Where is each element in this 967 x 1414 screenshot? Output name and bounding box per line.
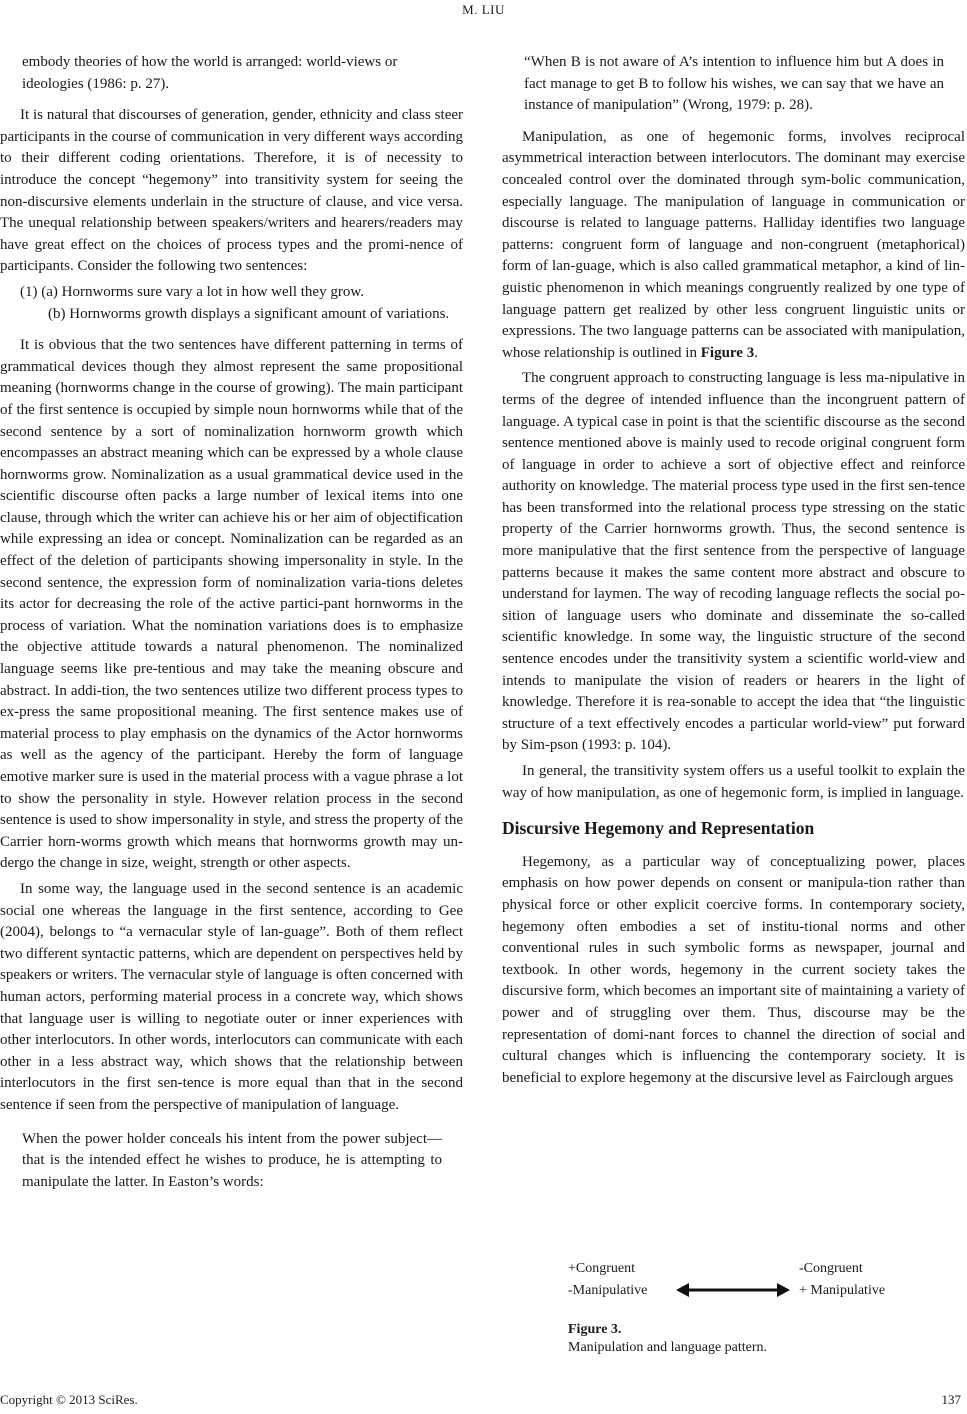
running-header: M. LIU xyxy=(462,2,505,17)
paragraph: It is obvious that the two sentences have different patterning in terms of grammatical devices though they almost represent the same propositional meaning (hornworms change in the course of growing). The main participant of the first sentence is occupied by simple noun hornworms while that of the second sentence by a sort of nominalization hornworm growth which encompasses an abstract meaning which can be expressed by a whole clause hornworms grow. Nominalization as a usual grammatical device used in the scientific discourse often packs a large number of lexical items into one clause, through which the writer can achieve his or her aim of objectification while expressing an idea or concept. Nominalization can be regarded as an effect of the deletion of participants showing impersonality in style. In the second sentence, the expression form of nominalization varia-tions deletes its actor for decreasing the role of the active partici-pant hornworms in the process of variation. What the nomination variations does is to emphasize the objective attitude towards a natural phenomenon. The nominalized language seems like pre-tentious and may take the meaning obscure and abstract. In addi-tion, the two sentences utilize two different process types to ex-press the same propositional meaning. The first sentence makes use of material process to play emphasis on the dynamics of the Actor hornworms as well as the agency of the participant. Hereby the form of language emotive marker sure is used in the material process with a vague phrase a lot to show the personality in style. However relation process in the second sentence is used to show impersonality in style, and stress the property of the Carrier horn-worms growth which means that hornworms growth may un-dergo the change in size, weight, strength or other aspects. xyxy=(0,337,463,872)
label-plus-congruent: +Congruent xyxy=(568,1261,635,1276)
example-sentences xyxy=(20,282,463,325)
figure-3 xyxy=(568,1258,948,1358)
footer-copyright: Copyright © 2013 SciRes. xyxy=(0,1392,138,1407)
paragraph: In general, the transitivity system offers us a useful toolkit to explain the way of how manipulation, as one of hegemonic form, is implied in language. xyxy=(502,763,965,801)
paragraph-end: . xyxy=(754,344,758,361)
label-minus-congruent: -Congruent xyxy=(799,1261,863,1276)
figure-caption-text: Manipulation and language pattern. xyxy=(568,1340,768,1355)
paragraph: It is natural that discourses of generation, gender, ethnicity and class steer participants in the course of communication in very different ways according to their different coding orientations. Therefore, it is of necessity to introduce the concept “hegemony” into transitivity system for seeing the non-discursive elements underlain in the structure of clause, and vice versa. The unequal relationship between speakers/writers and hearers/readers may have great effect on the choices of process types and the promi-nence of participants. Consider the following two sentences: xyxy=(0,107,463,275)
paragraph: The congruent approach to constructing language is less ma-nipulative in terms of the degree of intended influence than the incongruent pattern of language. A typical case in point is that the scientific discourse as the second sentence mentioned above is mainly used to recode original congruent form of language in order to achieve a sort of objective effect and reinforce authority on knowledge. The material process type used in the first sen-tence has been transformed into the relational process type stressing on the static property of the Carrier hornworms growth. Thus, the second sentence is more manipulative that the first sentence from the perspective of language patterns because it makes the same content more abstract and obscure to understand for laymen. The way of recoding language reflects the social po-sition of language users who dominate and disseminate the so-called scientific knowledge. In some way, the linguistic structure of the second sentence encodes under the transitivity system a scientific world-view and intends to manipulate the vision of readers or hearers in the light of knowledge. Therefore it is rea-sonable to accept the idea that “the linguistic structure of a text effectively encodes a particular world-view” put forward by Sim-pson (1993: p. 104). xyxy=(502,370,965,754)
example-sentence-a: (1) (a) Hornworms sure vary a lot in how well they grow. xyxy=(20,283,364,300)
figure-right-labels xyxy=(799,1258,885,1302)
double-arrow-icon xyxy=(676,1282,790,1298)
paragraph: In some way, the language used in the second sentence is an academic social one whereas the language in the first sentence, according to Gee (2004), belongs to “a vernacular style of lan-guage”. Both of them reflect two different syntactic patterns, which are dependent on perspectives held by speakers or writers. The vernacular style of language is often concerned with human actors, performing material process in a concrete way, which shows that language user is willing to negotiate outer or inner experiences with other interlocutors. In other words, interlocutors can communicate with each other in a less abstract way, which shows that the relationship between interlocutors in the first sen-tence is more equal than that in the second sentence if seen from the perspective of manipulation of language. xyxy=(0,880,463,1113)
block-quote: When the power holder conceals his intent from the power subject—that is the intended effect he wishes to produce, he is attempting to manipulate the latter. In Easton’s words: xyxy=(22,1130,442,1190)
figure-left-labels xyxy=(568,1258,647,1302)
paragraph xyxy=(502,127,965,365)
block-quote: “When B is not aware of A’s intention to influence him but A does in fact manage to get B to follow his wishes, we can say that we have an instance of manipulation” (Wrong, 1979: p. 28). xyxy=(524,54,944,114)
label-plus-manipulative: + Manipulative xyxy=(799,1283,886,1298)
example-sentence-b: (b) Hornworms growth displays a significant amount of variations. xyxy=(48,305,450,322)
label-minus-manipulative: -Manipulative xyxy=(568,1283,648,1298)
left-column xyxy=(0,52,463,1203)
section-heading: Discursive Hegemony and Representation xyxy=(502,818,815,839)
paragraph: Hegemony, as a particular way of conceptualizing power, places emphasis on how power depends on consent or manipula-tion rather than physical force or other explicit coercive forms. In contemporary society, hegemony often embodies a set of institu-tional norms and other conventional rules in such symbolic forms as newspaper, journal and textbook. In other words, hegemony in the current society takes the discursive form, which becomes an important site of maintaining a variety of power and of struggling over them. Thus, discourse may be the representation of domi-nant forces to channel the direction of social and cultural changes which is influencing the contemporary society. It is beneficial to explore hegemony at the discursive level as Fairclough argues xyxy=(502,853,965,1086)
figure-caption-label: Figure 3. xyxy=(568,1322,622,1337)
block-quote-continued: embody theories of how the world is arranged: world-views or ideologies (1986: p. 27). xyxy=(22,54,398,92)
page-number: 137 xyxy=(941,1392,961,1407)
figure-reference-link[interactable]: Figure 3 xyxy=(700,344,755,361)
paragraph-text: Manipulation, as one of hegemonic forms, involves reciprocal asymmetrical interaction between interlocutors. The dominant may exercise concealed control over the dominated through sym-bolic communication, especially language. The manipulation of language in communication or discourse is related to language patterns. Halliday identifies two language patterns: congruent form of language and non-congruent (metaphorical) form of lan-guage, which is also called grammatical metaphor, a kind of lin-guistic phenomenon in which meanings congruently realized by one type of language pattern get realized by other less congruent linguistic units or expressions. The two language patterns can be associated with manipulation, whose relationship is outlined in xyxy=(502,128,965,361)
right-column xyxy=(502,52,965,1093)
